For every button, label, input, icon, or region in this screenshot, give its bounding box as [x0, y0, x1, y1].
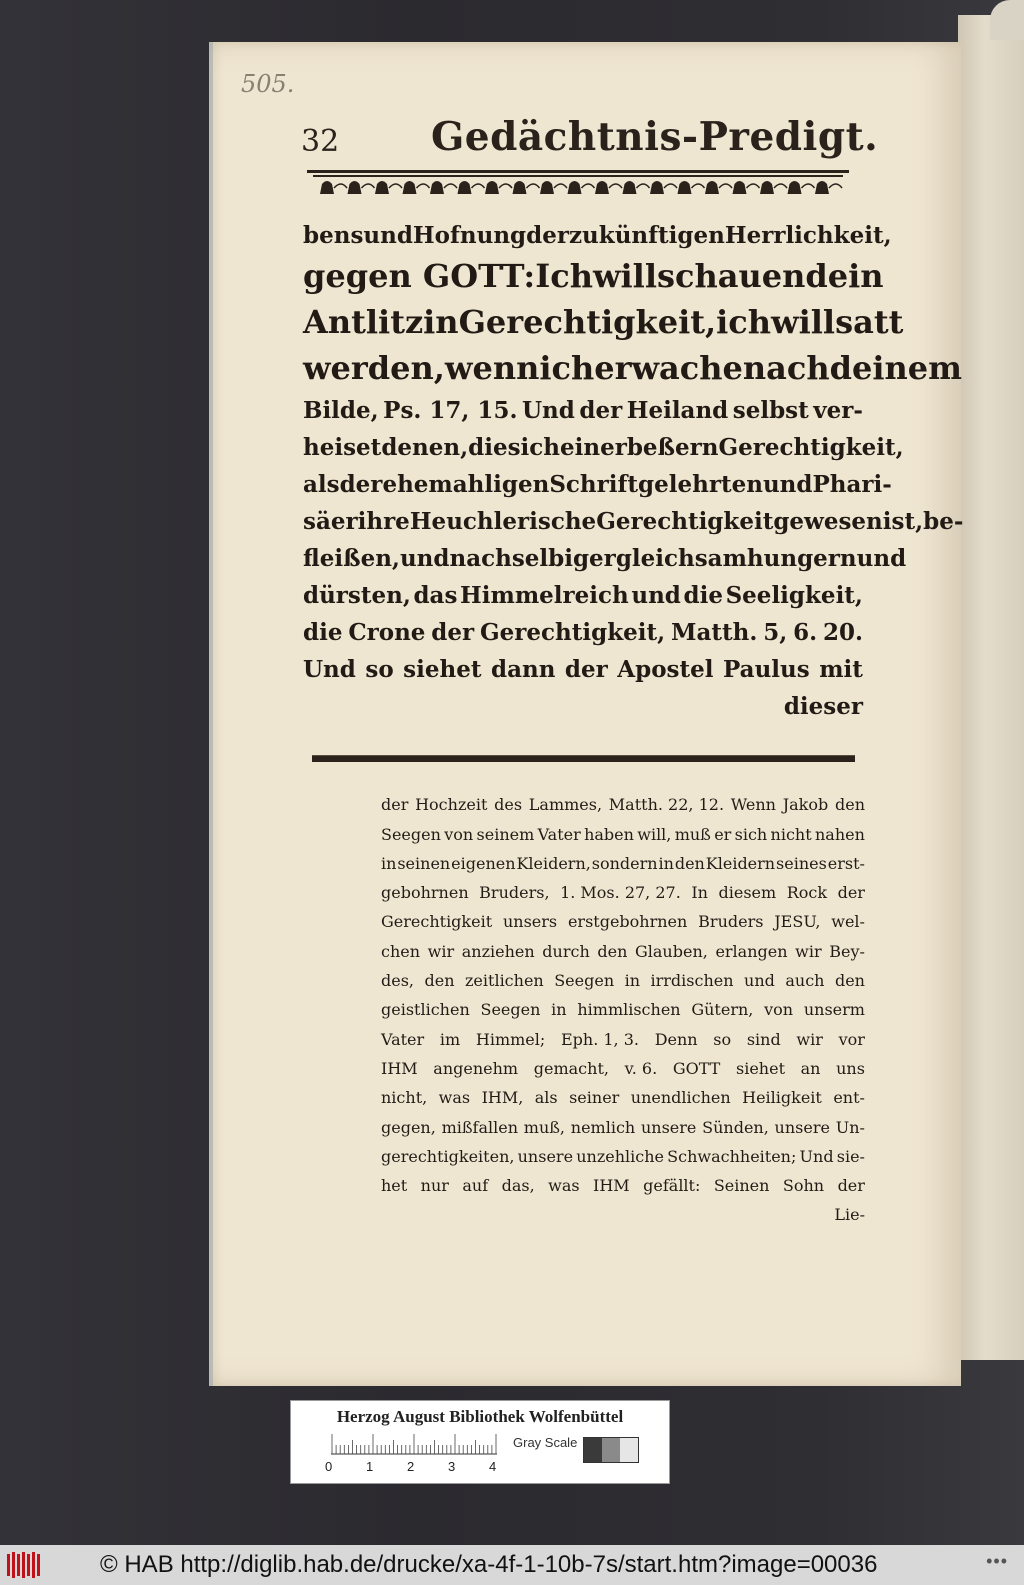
word: Gütern, — [691, 1000, 754, 1020]
word: den — [834, 971, 865, 991]
ornament-bell — [595, 181, 609, 194]
ornament-bell — [458, 181, 472, 194]
word: Denn — [654, 1029, 698, 1049]
ornament-arc — [554, 184, 567, 188]
footnote-line — [381, 1195, 865, 1224]
footnote-line — [381, 1166, 865, 1195]
ornament-arc — [609, 184, 622, 188]
word: In — [691, 883, 708, 903]
word: hungern — [746, 545, 857, 572]
ornament-arc — [362, 184, 375, 188]
ornament-arc — [417, 184, 430, 188]
word: denen, — [381, 434, 469, 461]
word: geistlichen — [381, 1000, 470, 1020]
word: gefällt: — [643, 1176, 701, 1196]
ornament-arc — [389, 184, 402, 188]
footnote-rule — [312, 755, 855, 762]
ornament-bell — [705, 181, 719, 194]
word: sich — [734, 824, 768, 844]
ornament-arc — [334, 184, 347, 188]
word: irrdischen — [650, 971, 734, 991]
word: wir — [427, 941, 455, 961]
word: des, — [381, 971, 415, 991]
word: dürsten, — [303, 582, 411, 609]
ruler-number: 1 — [366, 1459, 374, 1474]
word: Vater — [381, 1029, 425, 1049]
word: v. 6. — [624, 1058, 658, 1078]
word: deinem — [829, 349, 962, 387]
ornament-bell — [430, 181, 444, 194]
word: uns — [836, 1058, 865, 1078]
word: wir — [796, 1029, 823, 1049]
ornament-bell — [403, 181, 417, 194]
word: auf — [462, 1176, 489, 1196]
word: Paulus — [722, 656, 810, 683]
word: nach — [742, 349, 830, 387]
ornament-bell — [320, 181, 334, 194]
ruler-number: 0 — [325, 1459, 333, 1474]
word: Hofnung — [412, 222, 527, 249]
word: in — [381, 853, 397, 873]
word: sie- — [836, 1146, 865, 1166]
word: JESU, — [774, 912, 821, 932]
word: unsers — [502, 912, 558, 932]
word: der — [564, 656, 608, 683]
word: Glauben, — [634, 941, 708, 961]
word: seiner — [569, 1088, 620, 1108]
word: Ps. 17, 15. — [383, 397, 518, 424]
ornament-bell — [375, 181, 389, 194]
word: Bey- — [829, 941, 865, 961]
footnote-line — [381, 873, 865, 902]
word: selbiger — [511, 545, 616, 572]
word: die — [683, 582, 723, 609]
ornament-arc — [747, 184, 760, 188]
word: so — [713, 1029, 732, 1049]
word: seinem — [476, 824, 535, 844]
word: gerechtigkeiten, — [381, 1146, 515, 1166]
word: ihre — [357, 508, 410, 535]
ornament-bell — [733, 181, 747, 194]
ornament-bell — [513, 181, 527, 194]
word: ich — [716, 303, 772, 341]
ornament-border — [307, 170, 849, 200]
footnote-line — [381, 902, 865, 931]
word: Sohn — [782, 1176, 825, 1196]
word: säer — [303, 508, 358, 535]
adjacent-page-corner — [990, 0, 1024, 40]
word: unsere — [517, 1146, 574, 1166]
gray-patch — [620, 1438, 638, 1462]
word: Schwachheiten; — [667, 1146, 797, 1166]
running-head: Gedächtnis-Predigt. — [431, 114, 879, 160]
word: mit — [819, 656, 863, 683]
word: 1. Mos. 27, 27. — [560, 883, 681, 903]
ornament-bell — [623, 181, 637, 194]
word: Und — [521, 397, 575, 424]
ornament-arc — [692, 184, 705, 188]
word: sind — [746, 1029, 781, 1049]
word: muß, — [523, 1117, 566, 1137]
word: Wenn — [730, 795, 776, 815]
word: angenehm — [433, 1058, 519, 1078]
word: diesem — [718, 883, 777, 903]
word: der — [579, 397, 623, 424]
word: das, — [501, 1176, 535, 1196]
word: gebohrnen — [381, 883, 469, 903]
footnote-line — [381, 1019, 865, 1048]
word: Und — [799, 1146, 834, 1166]
word: Seegen — [480, 1000, 541, 1020]
footnote-line — [381, 814, 865, 843]
word: Lammes, — [528, 795, 603, 815]
word: Matth. — [671, 619, 758, 646]
word: Matth. 22, 12. — [608, 795, 725, 815]
word: den — [597, 941, 628, 961]
text-line — [303, 535, 907, 572]
word: Antlitz — [303, 303, 424, 341]
book-page — [209, 42, 964, 1386]
word: Schriftgelehrten — [549, 471, 763, 498]
more-icon[interactable]: ••• — [986, 1551, 1008, 1571]
text-line — [303, 461, 892, 498]
word: unendlichen — [630, 1088, 731, 1108]
ornament-bell — [568, 181, 582, 194]
ornament-bell — [760, 181, 774, 194]
text-line — [303, 572, 863, 609]
word: gegen, — [381, 1117, 436, 1137]
word: nahen — [814, 824, 865, 844]
word: Heiligkeit — [742, 1088, 822, 1108]
gray-patch — [584, 1438, 602, 1462]
word: Bruders, — [479, 883, 550, 903]
word: eigenen — [451, 853, 516, 873]
word: Gerechtigkeit, — [480, 619, 666, 646]
ornament-bell — [678, 181, 692, 194]
ornament-arc — [582, 184, 595, 188]
word: das — [413, 582, 458, 609]
ornament-arc — [664, 184, 677, 188]
word: be- — [923, 508, 964, 535]
word: Gerechtigkeit, — [718, 434, 904, 461]
word: ver- — [813, 397, 863, 424]
word: Crone — [348, 619, 426, 646]
word: 5, — [763, 619, 788, 646]
ruler-number: 4 — [489, 1459, 497, 1474]
word: gleichsam — [615, 545, 747, 572]
word: dein — [805, 257, 884, 295]
word: der — [837, 1176, 865, 1196]
text-line — [303, 498, 964, 535]
footnote-line — [381, 844, 865, 873]
word: will — [592, 257, 657, 295]
word: und — [631, 582, 681, 609]
word: Kleidern — [705, 853, 776, 873]
text-line — [303, 609, 863, 646]
word: und — [856, 545, 907, 572]
word: den — [674, 853, 705, 873]
word: Gerechtigkeit — [381, 912, 493, 932]
word: nicht, — [381, 1088, 428, 1108]
word: die — [303, 619, 343, 646]
word: het — [381, 1176, 408, 1196]
word: dieser — [783, 693, 863, 720]
word: die — [468, 434, 508, 461]
word: anziehen — [461, 941, 535, 961]
ruler-number: 3 — [448, 1459, 456, 1474]
word: Jakob — [782, 795, 829, 815]
ornament-arc — [802, 184, 815, 188]
word: werden, — [303, 349, 445, 387]
word: siehet — [403, 656, 482, 683]
word: IHM, — [481, 1088, 524, 1108]
text-line — [303, 212, 892, 249]
word: gemacht, — [533, 1058, 609, 1078]
word: wir — [795, 941, 822, 961]
word: im — [439, 1029, 461, 1049]
gray-patch — [602, 1438, 620, 1462]
word: GOTT — [672, 1058, 721, 1078]
word: den — [834, 795, 865, 815]
word: den — [424, 971, 455, 991]
word: wenn — [444, 349, 540, 387]
ruler-number: 2 — [407, 1459, 415, 1474]
word: zukünftigen — [568, 222, 725, 249]
word: Ich — [535, 257, 593, 295]
word: dann — [490, 656, 556, 683]
gray-scale-swatch — [583, 1437, 639, 1463]
word: vor — [838, 1029, 865, 1049]
footnote-line — [381, 1078, 865, 1107]
word: der — [381, 795, 409, 815]
ornament-arc — [719, 184, 732, 188]
word: gewesen — [773, 508, 883, 535]
word: Heiland — [626, 397, 729, 424]
word: in — [423, 303, 459, 341]
word: auch — [785, 971, 825, 991]
word: Sünden, — [702, 1117, 769, 1137]
word: haben — [584, 824, 634, 844]
word: der — [431, 619, 475, 646]
word: Un- — [835, 1117, 865, 1137]
word: bens — [303, 222, 364, 249]
ornament-bell — [540, 181, 554, 194]
word: seines — [776, 853, 827, 873]
word: Und — [303, 656, 356, 683]
word: will, — [637, 824, 672, 844]
word: seinen — [397, 853, 451, 873]
ornament-arc — [472, 184, 485, 188]
word: in — [551, 1000, 567, 1020]
ornament-arc — [637, 184, 650, 188]
footnote-line — [381, 1107, 865, 1136]
footnote-line — [381, 961, 865, 990]
word: und — [363, 222, 413, 249]
word: Gerechtigkeit, — [458, 303, 717, 341]
word: von — [444, 824, 474, 844]
word: satt — [835, 303, 904, 341]
word: unzehliche — [576, 1146, 664, 1166]
word: ent- — [833, 1088, 865, 1108]
word: Kleidern, — [516, 853, 591, 873]
word: einer — [560, 434, 627, 461]
word: selbst — [732, 397, 809, 424]
word: ist, — [882, 508, 924, 535]
word: durch — [542, 941, 590, 961]
word: erstgebohrnen — [567, 912, 688, 932]
word: fleißen, — [303, 545, 400, 572]
word: Rock — [786, 883, 828, 903]
ornament-bell — [815, 181, 829, 194]
word: nemlich — [570, 1117, 636, 1137]
pencil-annotation: 505. — [241, 70, 295, 98]
word: was — [548, 1176, 580, 1196]
word: himmlischen — [577, 1000, 681, 1020]
word: siehet — [736, 1058, 785, 1078]
ornament-bell — [485, 181, 499, 194]
ornament-bell — [650, 181, 664, 194]
word: sich — [507, 434, 560, 461]
word: als — [534, 1088, 558, 1108]
word: sondern — [591, 853, 658, 873]
word: Seegen — [554, 971, 615, 991]
ornament-bell — [348, 181, 362, 194]
word: was — [438, 1088, 471, 1108]
word: wel- — [831, 912, 865, 932]
footnote-line — [381, 990, 865, 1019]
word: ich — [539, 349, 595, 387]
page-number: 32 — [301, 124, 340, 159]
footnote-text — [381, 785, 865, 1224]
footnote-line — [381, 1137, 865, 1166]
word: als — [303, 471, 340, 498]
word: und — [762, 471, 813, 498]
word: chen — [381, 941, 421, 961]
footnote-line — [381, 1049, 865, 1078]
word: Heuchlerische — [409, 508, 597, 535]
word: des — [494, 795, 523, 815]
gray-scale-label: Gray Scale — [513, 1435, 578, 1450]
word: IHM — [593, 1176, 630, 1196]
word: er — [714, 824, 732, 844]
word: 20. — [822, 619, 863, 646]
word: unsere — [640, 1117, 697, 1137]
footer-url[interactable]: © HAB http://diglib.hab.de/drucke/xa-4f-1-10b-7s/start.htm?image=00036 — [100, 1551, 878, 1578]
word: erst- — [827, 853, 865, 873]
word: und — [744, 971, 775, 991]
word: Vater — [537, 824, 581, 844]
word: Hochzeit — [415, 795, 488, 815]
word: erlangen — [715, 941, 788, 961]
word: Eph. 1, 3. — [560, 1029, 639, 1049]
word: in — [658, 853, 674, 873]
word: mißfallen — [441, 1117, 519, 1137]
ruler-numbers — [325, 1459, 515, 1477]
hab-logo-icon — [2, 1545, 48, 1585]
word: so — [365, 656, 394, 683]
text-line — [303, 646, 863, 683]
word: der — [837, 883, 865, 903]
ornament-arc — [774, 184, 787, 188]
word: Himmel; — [475, 1029, 546, 1049]
word: Himmelreich — [460, 582, 629, 609]
word: der — [526, 222, 569, 249]
footnote-line — [381, 931, 865, 960]
word: Seinen — [713, 1176, 770, 1196]
word: nicht — [770, 824, 812, 844]
text-line — [303, 387, 863, 424]
word: IHM — [381, 1058, 418, 1078]
text-line — [303, 341, 962, 387]
ruler-scale — [331, 1433, 497, 1455]
footer-bar — [0, 1545, 1024, 1585]
word: heiset — [303, 434, 382, 461]
text-line — [303, 249, 884, 295]
word: Phari- — [812, 471, 892, 498]
word: unsere — [774, 1117, 830, 1137]
word: nach — [449, 545, 512, 572]
text-line — [303, 683, 863, 720]
word: Lie- — [834, 1205, 865, 1225]
calibration-target — [290, 1400, 670, 1484]
word: 6. — [793, 619, 818, 646]
word: Apostel — [617, 656, 714, 683]
word: Seeligkeit, — [725, 582, 863, 609]
word: Bruders — [698, 912, 764, 932]
word: zeitlichen — [465, 971, 544, 991]
word: muß — [674, 824, 711, 844]
word: schauen — [656, 257, 806, 295]
word: nur — [420, 1176, 449, 1196]
word: und — [399, 545, 450, 572]
ornament-arc — [829, 184, 842, 188]
text-line — [303, 295, 904, 341]
word: gegen GOTT: — [303, 257, 536, 295]
word: Gerechtigkeit — [596, 508, 774, 535]
word: Bilde, — [303, 397, 379, 424]
word: an — [800, 1058, 821, 1078]
word: unserm — [803, 1000, 865, 1020]
word: von — [764, 1000, 794, 1020]
ornament-arc — [527, 184, 540, 188]
adjacent-page-edge — [958, 15, 1024, 1360]
calibration-title: Herzog August Bibliothek Wolfenbüttel — [336, 1407, 624, 1426]
word: will — [771, 303, 836, 341]
word: ehemahligen — [382, 471, 550, 498]
word: in — [624, 971, 641, 991]
word: Seegen — [381, 824, 441, 844]
ornament-arc — [444, 184, 457, 188]
word: erwache — [594, 349, 743, 387]
word: beßern — [626, 434, 719, 461]
text-line — [303, 424, 904, 461]
main-text — [303, 212, 964, 720]
word: Herrlichkeit, — [724, 222, 892, 249]
ornament-arc — [499, 184, 512, 188]
ornament-bell — [788, 181, 802, 194]
word: der — [339, 471, 383, 498]
footnote-line — [381, 785, 865, 814]
